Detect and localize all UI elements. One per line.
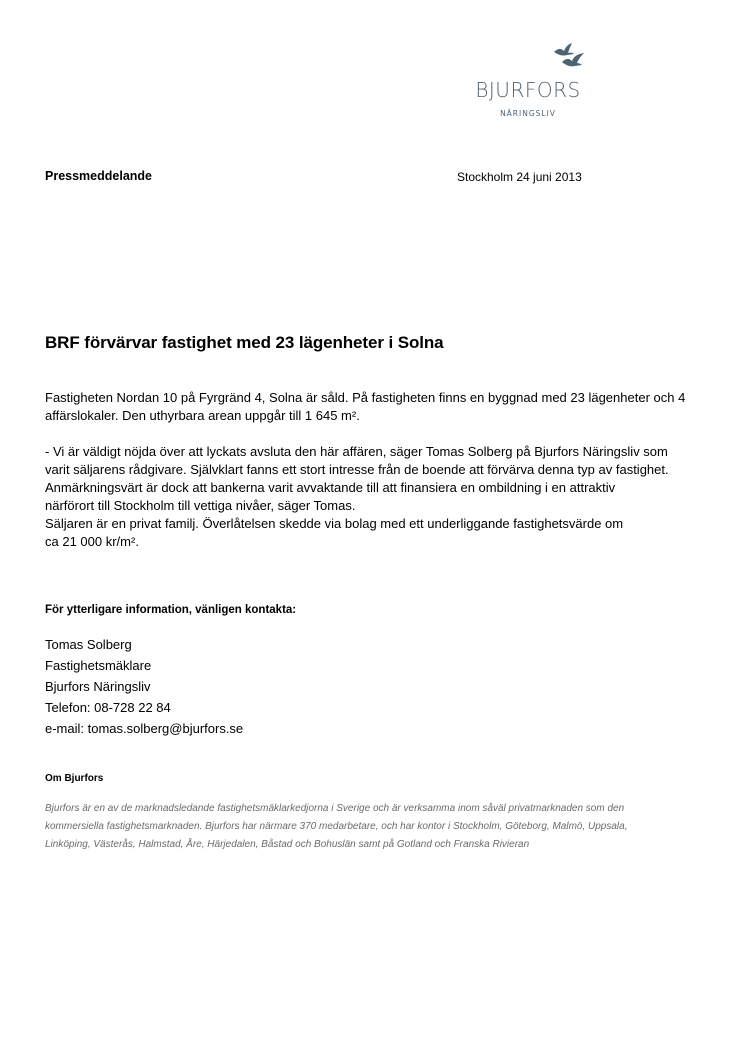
body-paragraph-2 (45, 443, 710, 551)
contact-email: e-mail: tomas.solberg@bjurfors.se (45, 721, 244, 736)
body-line: - Vi är väldigt nöjda över att lyckats avsluta den här affären, säger Tomas Solberg på Bjurfors Näringsliv som (45, 444, 668, 459)
body-paragraph-1 (45, 389, 710, 425)
flying-birds-icon (552, 42, 586, 74)
body-line: varit säljarens rådgivare. Självklart fanns ett stort intresse från de boende att förvärva denna typ av fastighet. (45, 462, 669, 477)
logo-wordmark: BJURFORS (475, 78, 581, 102)
contact-phone: Telefon: 08-728 22 84 (45, 700, 171, 715)
about-heading: Om Bjurfors (45, 773, 104, 784)
body-line: närförort till Stockholm till vettiga nivåer, säger Tomas. (45, 498, 356, 513)
about-line: Bjurfors är en av de marknadsledande fastighetsmäklarkedjorna i Sverige och är verksamma inom såväl privatmarknaden som den (45, 803, 625, 814)
contact-block (45, 634, 243, 739)
contact-title: Fastighetsmäklare (45, 658, 152, 673)
body-line: ca 21 000 kr/m². (45, 534, 139, 549)
about-paragraph (45, 800, 710, 854)
contact-company: Bjurfors Näringsliv (45, 679, 151, 694)
about-line: Linköping, Västerås, Halmstad, Åre, Härjedalen, Båstad och Bohuslän samt på Gotland och Franska Rivieran (45, 839, 530, 850)
body-line: Fastigheten Nordan 10 på Fyrgränd 4, Solna är såld. På fastigheten finns en byggnad med 23 lägenheter och 4 (45, 390, 686, 405)
logo-subtitle: NÄRINGSLIV (500, 109, 556, 118)
body-line: Säljaren är en privat familj. Överlåtelsen skedde via bolag med ett underliggande fastighetsvärde om (45, 516, 624, 531)
about-line: kommersiella fastighetsmarknaden. Bjurfors har närmare 370 medarbetare, och har kontor i Stockholm, Göteborg, Malmö, Uppsala, (45, 821, 628, 832)
bjurfors-logo (462, 42, 594, 122)
dateline: Stockholm 24 juni 2013 (457, 170, 582, 184)
body-line: affärslokaler. Den uthyrbara arean uppgår till 1 645 m². (45, 408, 360, 423)
contact-heading: För ytterligare information, vänligen kontakta: (45, 604, 297, 616)
press-release-headline: BRF förvärvar fastighet med 23 lägenheter i Solna (45, 333, 444, 352)
body-line: Anmärkningsvärt är dock att bankerna varit avvaktande till att finansiera en ombildning i en attraktiv (45, 480, 616, 495)
contact-name: Tomas Solberg (45, 637, 132, 652)
document-type-label: Pressmeddelande (45, 169, 152, 183)
